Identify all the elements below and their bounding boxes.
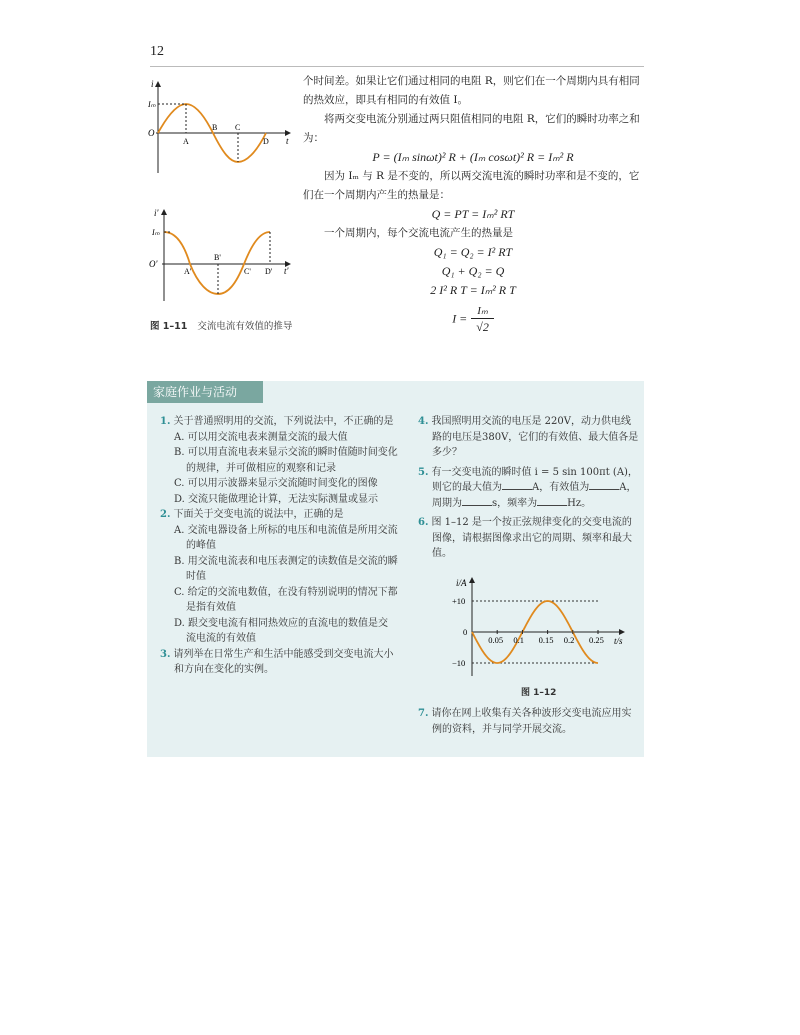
x-tick-label-2: 0.15	[538, 635, 554, 645]
question-7-text: 请你在网上收集有关各种波形交变电流应用实例的资料，并与同学开展交流。	[431, 708, 632, 735]
question-2	[160, 507, 398, 523]
question-2-option-a: A. 交流电器设备上所标的电压和电流值是所用交流的峰值	[174, 524, 398, 551]
equation-3: Q₁ = Q₂ = I² RT	[433, 245, 513, 259]
graph1-x-axis: t	[286, 136, 289, 146]
equation-4: Q₁ + Q₂ = Q	[441, 264, 505, 278]
question-3	[160, 647, 398, 678]
answer-blank-frequency[interactable]	[537, 505, 567, 506]
question-6	[418, 515, 640, 562]
header-rule	[150, 66, 644, 67]
question-3-number: 3.	[160, 648, 171, 660]
question-2-option-d: D. 跟交变电流有相同热效应的直流电的数值是交流电流的有效值	[174, 617, 389, 644]
page-number: 12	[150, 44, 164, 59]
figure-1-12-caption: 图 1–12	[521, 688, 557, 698]
equation-6	[303, 304, 643, 335]
figure-1-11-graph-2	[148, 206, 298, 306]
graph1-point-d: D	[263, 137, 269, 146]
question-1-text: 关于普通照明用的交流，下列说法中，不正确的是	[173, 416, 394, 427]
question-5-text-1: 有一交变电流的瞬时值 i = 5 sin 100πt (A)，则它的最大值为	[431, 466, 638, 493]
graph1-peak: Iₘ	[148, 100, 156, 109]
figure-1-12-chart	[418, 572, 640, 680]
answer-blank-period[interactable]	[462, 505, 492, 506]
equation-6-denominator: √2	[476, 320, 489, 334]
question-4-text: 我国照明用交流的电压是 220V，动力供电线路的电压是380V，它们的有效值、最大值各是多少？	[431, 416, 639, 458]
graph2-origin: O'	[149, 259, 158, 269]
question-1-option-a: A. 可以用交流电表来测量交流的最大值	[174, 431, 348, 443]
graph1-point-b: B	[212, 123, 218, 132]
question-1	[160, 414, 398, 430]
x-tick-label-4: 0.25	[589, 635, 604, 645]
x-tick-label-1: 0.1	[513, 635, 525, 645]
question-5-number: 5.	[418, 466, 429, 478]
paragraph-2: 将两交变电流分别通过两只阻值相同的电阻 R，它们的瞬时功率之和为：	[303, 113, 640, 144]
graph2-point-c: C'	[244, 267, 251, 276]
graph2-curve	[164, 232, 270, 294]
graph1-point-c: C	[235, 123, 241, 132]
equation-1: P = (Iₘ sinωt)² R + (Iₘ cosωt)² R = Iₘ² R	[372, 150, 574, 164]
question-5-text-3: A，周期为	[432, 482, 637, 509]
question-5-text-4: s，频率为	[492, 497, 538, 509]
caption-number: 图 1–11	[150, 321, 188, 332]
body-text	[303, 72, 643, 335]
equation-6-fraction	[471, 304, 494, 335]
equation-2: Q = PT = Iₘ² RT	[431, 207, 515, 221]
figure-1-12-y-tick-zero: 0	[463, 627, 468, 637]
question-2-text: 下面关于交变电流的说法中，正确的是	[173, 509, 344, 520]
question-4	[418, 414, 640, 461]
answer-blank-max[interactable]	[502, 489, 532, 490]
homework-left-column	[160, 414, 398, 678]
equation-6-numerator: Iₘ	[471, 304, 494, 319]
graph2-point-a: A'	[184, 267, 192, 276]
graph1-y-axis: i	[151, 79, 154, 89]
graph2-y-axis: i'	[154, 208, 159, 218]
graph2-x-axis: t'	[284, 266, 289, 276]
homework-right-column	[418, 414, 640, 562]
paragraph-3: 因为 Iₘ 与 R 是不变的，所以两交流电流的瞬时功率和是不变的，它们在一个周期内产生的热量是：	[303, 170, 640, 201]
question-5-text-5: Hz。	[567, 497, 592, 509]
figure-1-12-y-label: i/A	[456, 578, 467, 588]
caption-text: 交流电流有效值的推导	[197, 321, 293, 332]
figure-1-12-x-label: t/s	[614, 636, 623, 646]
homework-title: 家庭作业与活动	[147, 381, 263, 403]
graph2-point-d: D'	[265, 267, 273, 276]
graph1-point-a: A	[183, 137, 189, 146]
figure-1-11-caption	[150, 318, 292, 332]
graph1-origin: O	[148, 128, 155, 138]
answer-blank-effective[interactable]	[589, 489, 619, 490]
question-2-option-b: B. 用交流电流表和电压表测定的读数值是交流的瞬时值	[174, 555, 398, 582]
equation-6-lhs: I =	[452, 311, 468, 326]
figure-1-12-y-tick-bottom: −10	[452, 658, 466, 668]
x-tick-label-0: 0.05	[488, 635, 504, 645]
question-5-text-2: A，有效值为	[532, 482, 590, 493]
question-6-text: 图 1–12 是一个按正弦规律变化的交变电流的图像，请根据图像求出它的周期、频率和最大值。	[431, 517, 632, 559]
question-1-option-b: B. 可以用直流电表来显示交流的瞬时值随时间变化的规律，并可做相应的观察和记录	[174, 447, 398, 474]
graph2-peak: Iₘ	[152, 228, 160, 237]
equation-5: 2 I² R T = Iₘ² R T	[430, 283, 516, 297]
figure-1-11-graph-1	[148, 78, 298, 178]
paragraph-4: 一个周期内，每个交流电流产生的热量是	[324, 227, 513, 239]
question-1-option-d: D. 交流只能做理论计算，无法实际测量或显示	[174, 493, 379, 505]
paragraph-1: 个时间差。如果让它们通过相同的电阻 R，则它们在一个周期内具有相同的热效应，即具有相同的有效值 I。	[303, 75, 640, 106]
graph2-point-b: B'	[214, 253, 221, 262]
question-7	[418, 706, 640, 737]
question-1-option-c: C. 可以用示波器来显示交流随时间变化的图像	[174, 478, 378, 489]
question-1-number: 1.	[160, 416, 171, 427]
figure-1-12-y-tick-top: +10	[452, 596, 466, 606]
question-6-number: 6.	[418, 517, 429, 528]
x-tick-label-3: 0.2	[563, 635, 575, 645]
homework-right-column-bottom	[418, 706, 640, 737]
question-7-number: 7.	[418, 708, 429, 719]
question-2-option-c: C. 给定的交流电数值，在没有特别说明的情况下都是指有效值	[174, 586, 398, 613]
question-4-number: 4.	[418, 416, 429, 427]
question-3-text: 请列举在日常生产和生活中能感受到交变电流大小和方向在变化的实例。	[173, 648, 394, 675]
question-5	[418, 465, 640, 512]
question-2-number: 2.	[160, 509, 171, 520]
